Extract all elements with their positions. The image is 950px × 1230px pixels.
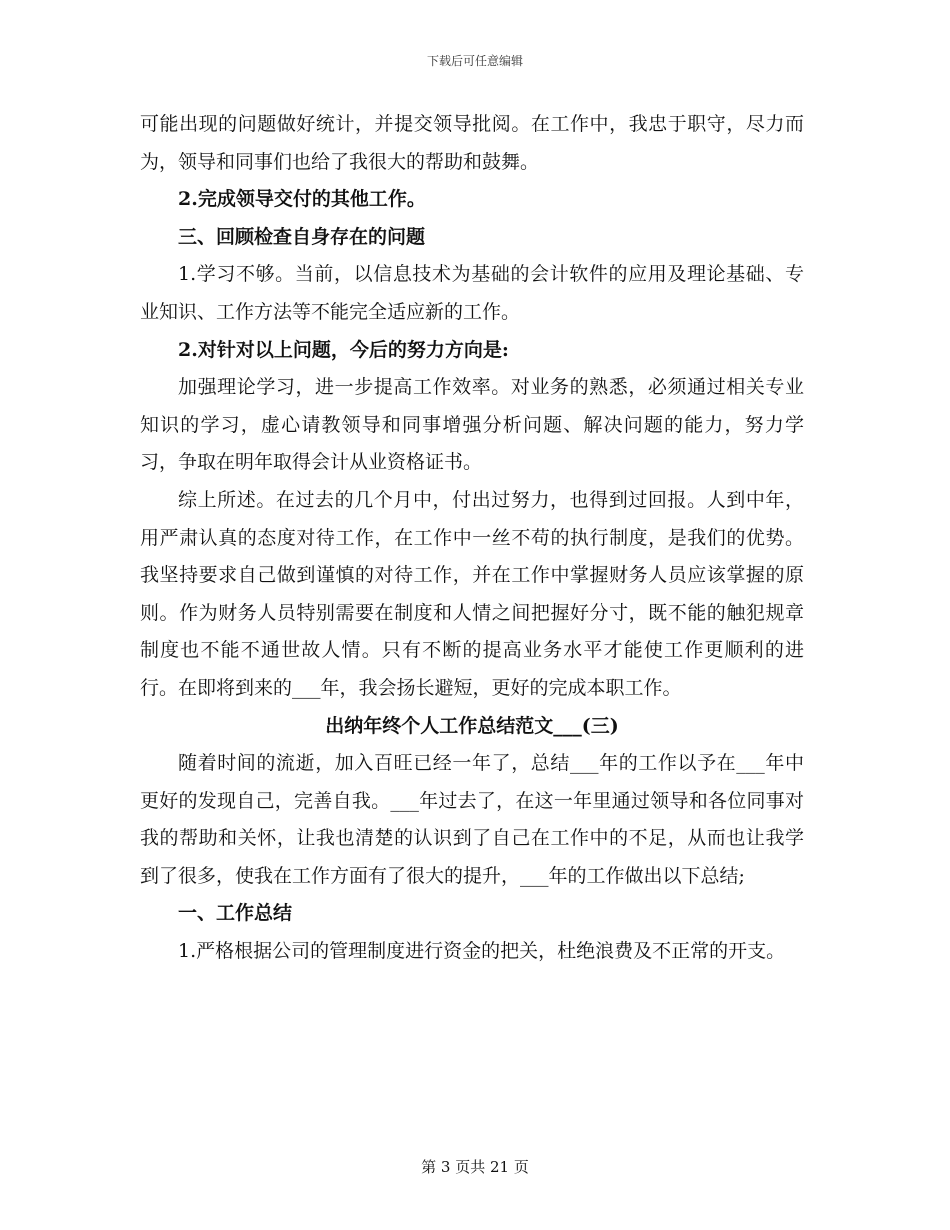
article-title: 出纳年终个人工作总结范文___(三): [325, 714, 619, 737]
section-heading-work-summary: 一、工作总结: [178, 902, 293, 925]
item-insufficient-study: 1.学习不够。当前，以信息技术为基础的会计软件的应用及理论基础、专业知识、工作方法等不能完全适应新的工作。: [140, 263, 804, 323]
paragraph-summary: 综上所述。在过去的几个月中，付出过努力，也得到过回报。人到中年，用严肃认真的态度对待工作，在工作中一丝不苟的执行制度，是我们的优势。我坚持要求自己做到谨慎的对待工作，并在工作中掌握财务人员应该掌握的原则。作为财务人员特别需要在制度和人情之间把握好分寸，既不能的触犯规章制度也不能不通世故人情。只有不断的提高业务水平才能使工作更顺利的进行。在即将到来的___年，我会扬长避短，更好的完成本职工作。: [140, 488, 804, 699]
item-complete-other-work: 2.完成领导交付的其他工作。: [178, 188, 426, 211]
paragraph-continuation: 可能出现的问题做好统计，并提交领导批阅。在工作中，我忠于职守，尽力而为，领导和同事们也给了我很大的帮助和鼓舞。: [140, 113, 804, 173]
page-number: 第 3 页共 21 页: [421, 1158, 529, 1176]
paragraph-intro: 随着时间的流逝，加入百旺已经一年了，总结___年的工作以予在___年中更好的发现自己，完善自我。___年过去了，在这一年里通过领导和各位同事对我的帮助和关怀，让我也清楚的认识到了自己在工作中的不足，从而也让我学到了很多，使我在工作方面有了很大的提升，___年的工作做出以下总结;: [140, 752, 804, 887]
item-fund-control: 1.严格根据公司的管理制度进行资金的把关，杜绝浪费及不正常的开支。: [178, 940, 786, 963]
item-improvement-direction: 2.对针对以上问题，今后的努力方向是:: [178, 338, 509, 361]
paragraph-strengthen-theory: 加强理论学习，进一步提高工作效率。对业务的熟悉，必须通过相关专业知识的学习，虚心请教领导和同事增强分析问题、解决问题的能力，努力学习，争取在明年取得会计从业资格证书。: [140, 376, 804, 474]
document-body: [140, 106, 804, 971]
page-header: 下载后可任意编辑: [426, 54, 523, 68]
section-heading-review-problems: 三、回顾检查自身存在的问题: [178, 225, 426, 248]
